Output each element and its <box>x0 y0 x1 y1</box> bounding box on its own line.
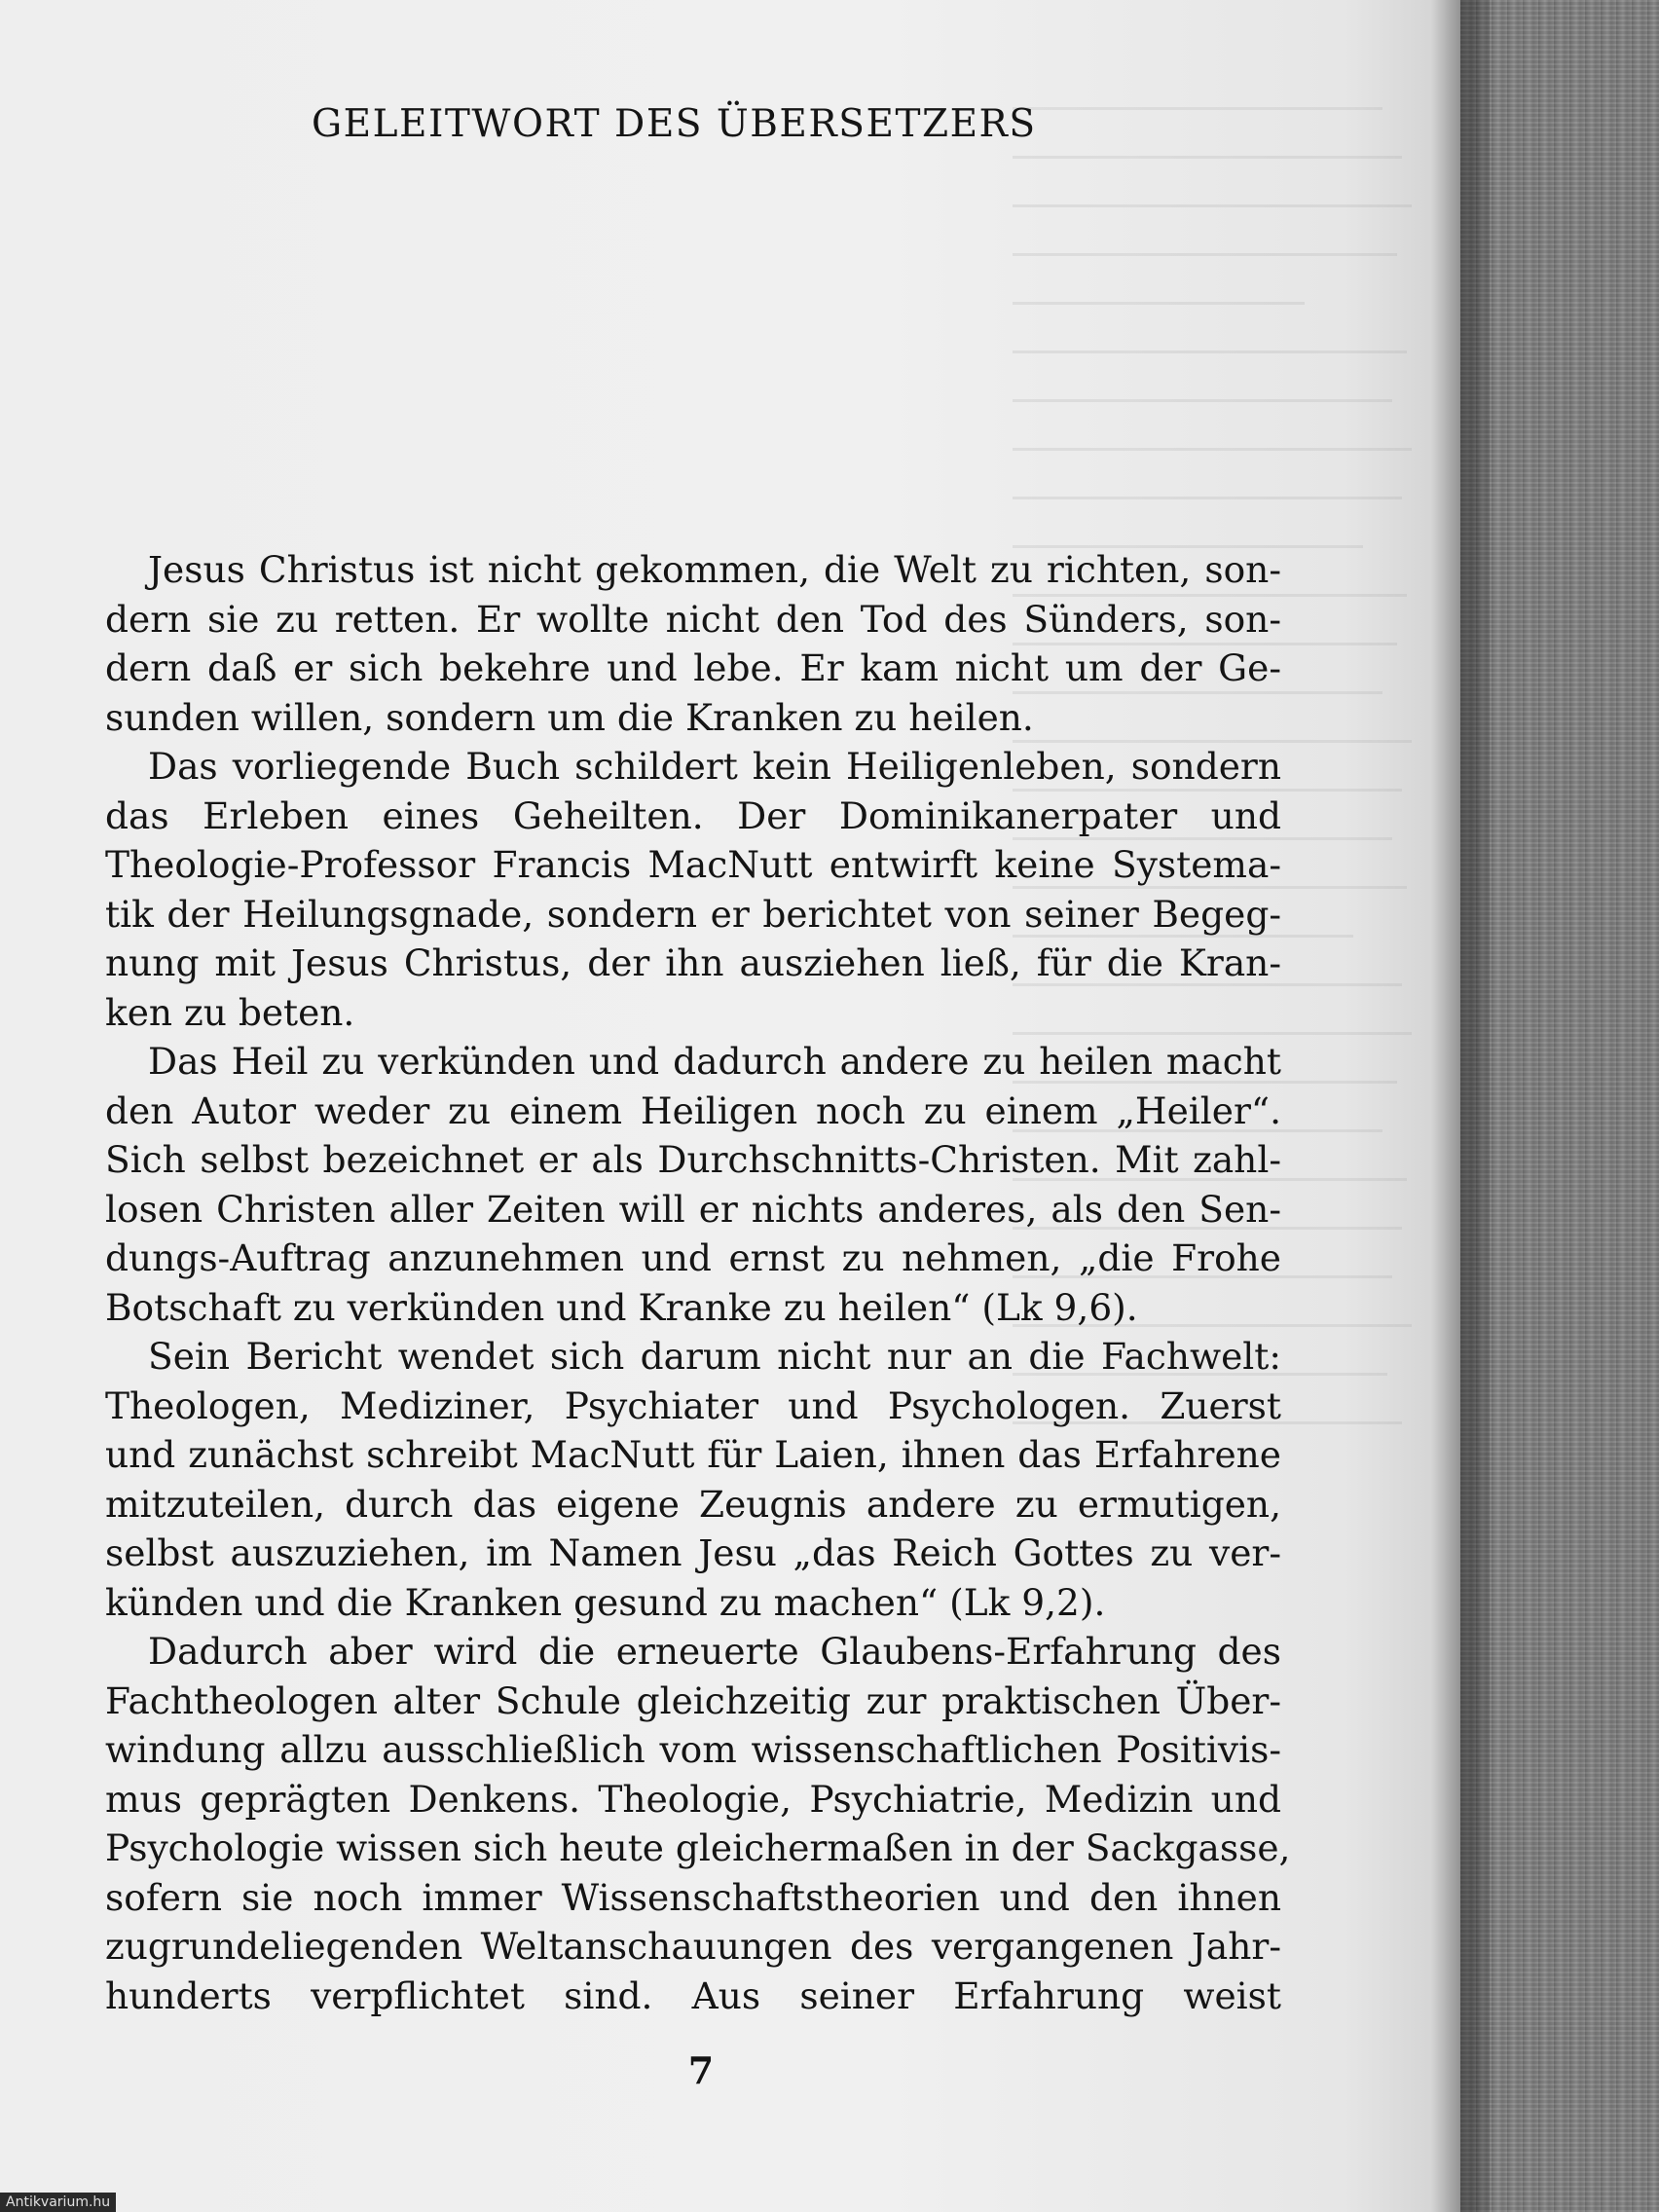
text-line: den Autor weder zu einem Heiligen noch zu einem „Heiler“. <box>105 1088 1281 1132</box>
text-line: Sich selbst bezeichnet er als Durchschnitts-Christen. Mit zahl- <box>105 1138 1281 1181</box>
text-line: Das vorliegende Buch schildert kein Heiligenleben, sondern <box>148 745 1281 788</box>
text-line: Botschaft zu verkünden und Kranke zu heilen“ (Lk 9,6). <box>105 1285 1138 1329</box>
chapter-title: GELEITWORT DES ÜBERSETZERS <box>312 102 1037 146</box>
text-line: Fachtheologen alter Schule gleichzeitig zur praktischen Über- <box>105 1678 1281 1722</box>
text-line: selbst auszuziehen, im Namen Jesu „das Reich Gottes zu ver- <box>105 1531 1281 1574</box>
text-line: sofern sie noch immer Wissenschaftstheorien und den ihnen <box>105 1875 1281 1919</box>
show-through-line <box>1013 156 1402 159</box>
text-line: ken zu beten. <box>105 990 355 1034</box>
paragraph <box>105 1037 1281 1332</box>
text-line: Jesus Christus ist nicht gekommen, die Welt zu richten, son- <box>148 548 1281 591</box>
text-line: hunderts verpflichtet sind. Aus seiner Erfahrung weist <box>105 1973 1281 2017</box>
watermark: Antikvarium.hu <box>0 2193 116 2212</box>
text-line: tik der Heilungsgnade, sondern er berichtet von seiner Begeg- <box>105 892 1281 936</box>
show-through-line <box>1013 302 1305 305</box>
show-through-line <box>1013 497 1402 499</box>
show-through-line <box>1013 204 1412 207</box>
show-through-line <box>1013 253 1397 256</box>
text-line: künden und die Kranken gesund zu machen“ (Lk 9,2). <box>105 1580 1106 1624</box>
paragraph <box>105 545 1281 742</box>
text-line: dungs-Auftrag anzunehmen und ernst zu nehmen, „die Frohe <box>105 1236 1281 1279</box>
text-line: Dadurch aber wird die erneuerte Glaubens-Erfahrung des <box>148 1630 1281 1673</box>
text-line: windung allzu ausschließlich vom wissenschaftlichen Positivis- <box>105 1728 1281 1771</box>
body-text <box>105 545 1291 2020</box>
text-line: dern sie zu retten. Er wollte nicht den Tod des Sünders, son- <box>105 597 1281 641</box>
paragraph <box>105 742 1281 1037</box>
text-line: Das Heil zu verkünden und dadurch andere zu heilen macht <box>148 1040 1281 1083</box>
text-line: und zunächst schreibt MacNutt für Laien, ihnen das Erfahrene <box>105 1433 1281 1476</box>
background-texture <box>1460 0 1659 2212</box>
text-line: das Erleben eines Geheilten. Der Dominikanerpater und <box>105 793 1281 837</box>
text-line: sunden willen, sondern um die Kranken zu heilen. <box>105 695 1034 739</box>
paragraph <box>105 1332 1281 1627</box>
page-edge-shadow <box>1431 0 1490 2212</box>
text-line: zugrundeliegenden Weltanschauungen des vergangenen Jahr- <box>105 1925 1281 1968</box>
show-through-line <box>1013 350 1407 353</box>
text-line: Sein Bericht wendet sich darum nicht nur an die Fachwelt: <box>148 1335 1281 1378</box>
text-line: nung mit Jesus Christus, der ihn ausziehen ließ, für die Kran- <box>105 941 1281 984</box>
text-line: Psychologie wissen sich heute gleichermaßen in der Sackgasse, <box>105 1826 1291 1869</box>
paragraph <box>105 1627 1291 2020</box>
text-line: losen Christen aller Zeiten will er nichts anderes, als den Sen- <box>105 1187 1281 1231</box>
show-through-line <box>1013 399 1392 402</box>
show-through-line <box>1013 448 1412 451</box>
text-line: Theologie-Professor Francis MacNutt entwirft keine Systema- <box>105 843 1281 886</box>
text-line: Theologen, Mediziner, Psychiater und Psychologen. Zuerst <box>105 1383 1281 1427</box>
text-line: dern daß er sich bekehre und lebe. Er kam nicht um der Ge- <box>105 646 1281 689</box>
page-number: 7 <box>687 2048 715 2092</box>
text-line: mus geprägten Denkens. Theologie, Psychiatrie, Medizin und <box>105 1777 1281 1821</box>
text-line: mitzuteilen, durch das eigene Zeugnis andere zu ermutigen, <box>105 1482 1281 1526</box>
